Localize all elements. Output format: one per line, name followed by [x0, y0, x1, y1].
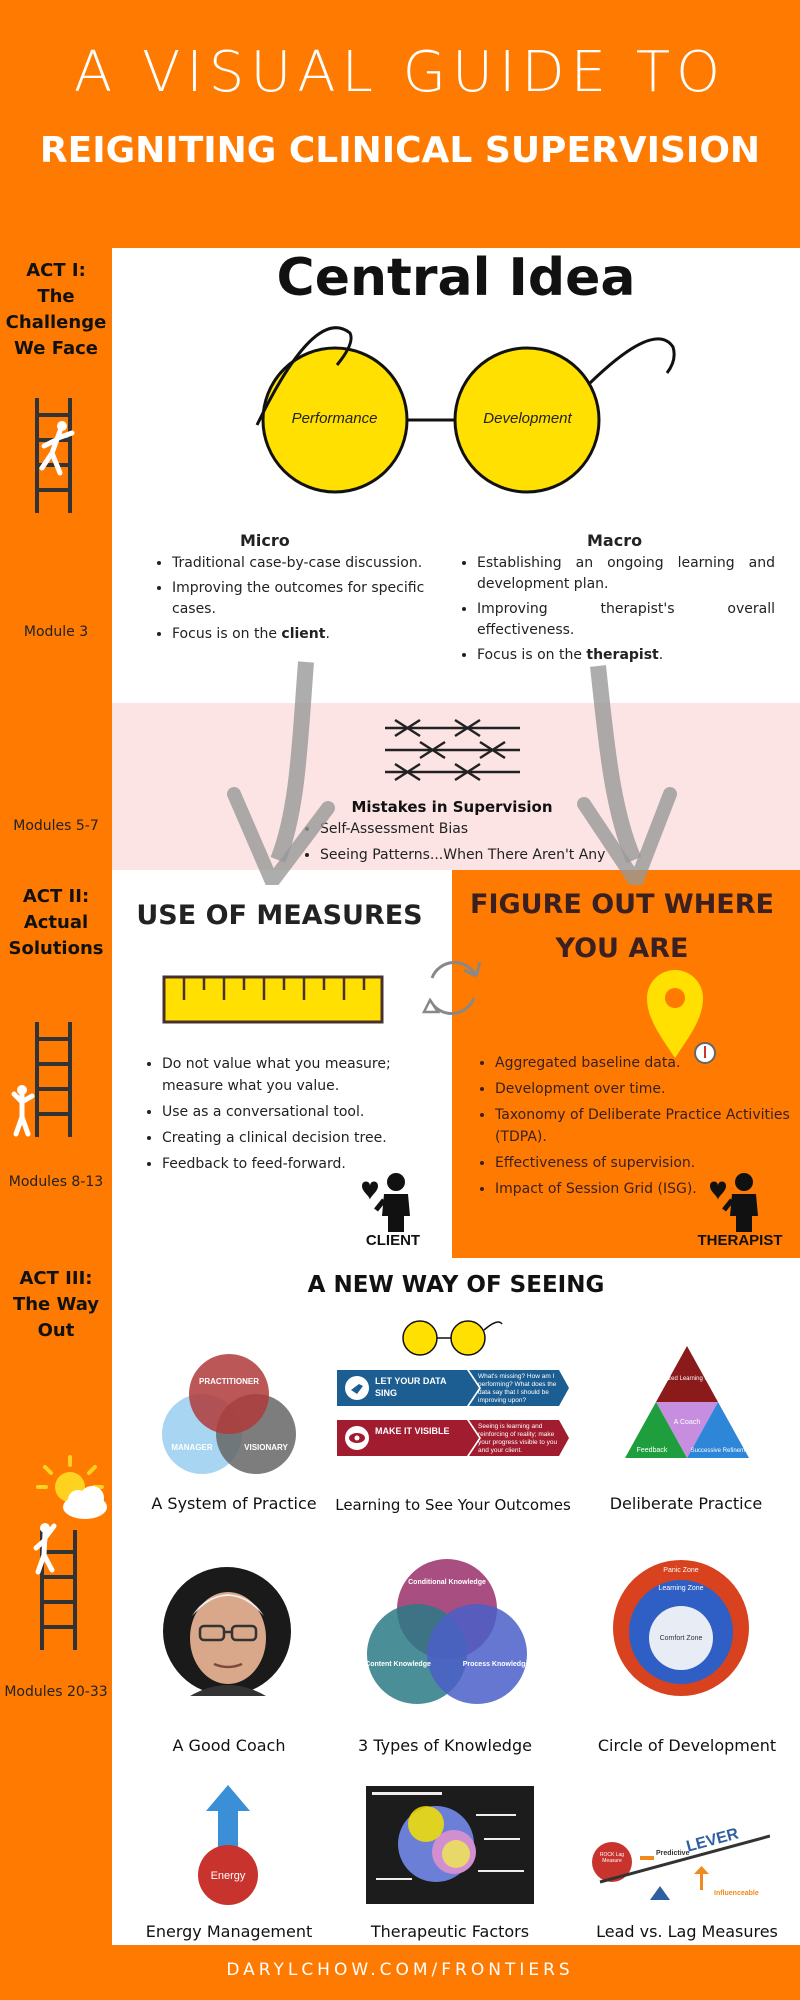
ladder-climber-icon [30, 398, 80, 513]
list-item: • Do not value what you measure; measure what you value. [162, 1053, 430, 1097]
module-3-label: Module 3 [23, 624, 89, 640]
client-person-icon [358, 1172, 426, 1232]
zone-panic: Panic Zone [663, 1567, 699, 1574]
list-item: • Focus is on the client. [172, 624, 470, 645]
header-title-line2: REIGNITING CLINICAL SUPERVISION [39, 130, 761, 171]
figure-out-title: FIGURE OUT WHERE YOU ARE [470, 889, 774, 964]
venn-visionary: VISIONARY [244, 1443, 288, 1452]
list-item: • Aggregated baseline data. [495, 1052, 793, 1074]
list-item: • Effectiveness of supervision. [495, 1152, 793, 1174]
list-item: • Taxonomy of Deliberate Practice Activities (TDPA). [495, 1104, 793, 1148]
data-sing-banner [337, 1370, 569, 1406]
caption-therapeutic-factors: Therapeutic Factors [370, 1922, 530, 1941]
venn-manager: MANAGER [171, 1443, 213, 1452]
micro-column [150, 530, 470, 649]
pyramid-center-label: A Coach [673, 1419, 701, 1426]
ladder-victory-icon [30, 1520, 90, 1650]
types-of-knowledge-venn [362, 1554, 532, 1704]
caption-good-coach: A Good Coach [172, 1736, 286, 1755]
good-coach-portrait [162, 1566, 292, 1696]
influenceable-label: Influenceable [714, 1890, 759, 1897]
lens-performance-label: Performance [291, 410, 378, 427]
ladder-jumper-icon [10, 1022, 80, 1137]
list-item: • Focus is on the therapist. [477, 645, 775, 666]
system-of-practice-venn [154, 1352, 304, 1477]
data-sing-label: LET YOUR DATA SING [375, 1376, 447, 1398]
make-visible-banner [337, 1420, 569, 1456]
zone-comfort: Comfort Zone [659, 1635, 703, 1642]
measures-list [140, 1053, 430, 1179]
make-visible-label: MAKE IT VISIBLE [375, 1426, 450, 1436]
ruler-icon [162, 975, 384, 1025]
modules-20-33-label: Modules 20-33 [4, 1684, 108, 1700]
list-item: • Creating a clinical decision tree. [162, 1127, 430, 1149]
data-sing-text: What's missing? How am I performing? What does the data say that I should be improving upon? [478, 1373, 557, 1404]
make-visible-text: Seeing is learning and reinforcing of reality; make your progress visible to you and your client. [478, 1423, 558, 1454]
list-item: • Use as a conversational tool. [162, 1101, 430, 1123]
footer-url[interactable]: DARYLCHOW.COM/FRONTIERS [226, 1960, 574, 1980]
macro-column [455, 530, 775, 670]
caption-energy-management: Energy Management [145, 1922, 313, 1941]
act3-label: ACT III: The Way Out [12, 1268, 100, 1341]
location-pin-icon [645, 966, 725, 1066]
micro-heading: Micro [240, 531, 290, 550]
therapeutic-factors-graphic [366, 1786, 534, 1904]
measures-title: USE OF MEASURES [136, 900, 423, 931]
list-item: • Establishing an ongoing learning and development plan. [477, 553, 775, 595]
therapist-label: THERAPIST [697, 1232, 783, 1249]
caption-lead-lag: Lead vs. Lag Measures [596, 1922, 778, 1941]
venn-practitioner: PRACTITIONER [199, 1377, 259, 1386]
list-item: • Traditional case-by-case discussion. [172, 553, 470, 574]
client-label: CLIENT [365, 1232, 421, 1249]
list-item: • Seeing Patterns...When There Aren't Any [320, 844, 698, 866]
central-idea-title: Central Idea [276, 248, 636, 308]
curved-arrows-overlay [220, 660, 690, 885]
lag-measure-label: ROCK Lag Measure [599, 1852, 625, 1864]
caption-deliberate-practice: Deliberate Practice [609, 1494, 763, 1513]
knowledge-process: Process Knowledge [462, 1661, 530, 1668]
energy-management-graphic [192, 1783, 264, 1905]
macro-list [455, 553, 775, 666]
new-way-title: A NEW WAY OF SEEING [307, 1272, 605, 1298]
therapist-person-icon [706, 1172, 774, 1232]
small-glasses-icon [398, 1316, 506, 1356]
caption-learning-outcomes: Learning to See Your Outcomes [335, 1496, 571, 1514]
header-title-line1: A VISUAL GUIDE TO [73, 40, 727, 105]
lead-lag-graphic [590, 1822, 770, 1902]
cycle-arrows-icon [418, 948, 488, 1028]
list-item: • Development over time. [495, 1078, 793, 1100]
list-item: • Improving the outcomes for specific cases. [172, 578, 470, 620]
predictive-label: Predictive [656, 1850, 690, 1857]
energy-label: Energy [210, 1870, 246, 1882]
list-item: • Self-Assessment Bias [320, 818, 698, 840]
lever-word: LEVER [684, 1825, 741, 1856]
circle-of-development [608, 1560, 754, 1696]
pyramid-right-label: Successive Refinement [690, 1448, 754, 1454]
caption-circle-development: Circle of Development [597, 1736, 777, 1755]
caption-types-knowledge: 3 Types of Knowledge [358, 1736, 532, 1755]
act2-label: ACT II: Actual Solutions [8, 886, 104, 959]
macro-heading: Macro [587, 531, 643, 550]
list-item: • Impact of Session Grid (ISG). [495, 1178, 793, 1200]
knowledge-conditional: Conditional Knowledge [408, 1579, 486, 1586]
list-item: • Feedback to feed-forward. [162, 1153, 430, 1175]
lens-development-label: Development [483, 410, 572, 427]
deliberate-practice-pyramid [620, 1342, 755, 1472]
modules-5-7-label: Modules 5-7 [13, 818, 99, 834]
caption-system-of-practice: A System of Practice [151, 1494, 317, 1513]
mistakes-heading: Mistakes in Supervision [351, 798, 553, 816]
pyramid-top-label: Individualized Learning Objectives [641, 1376, 733, 1382]
list-item: • Improving therapist's overall effectiveness. [477, 599, 775, 641]
micro-list [150, 553, 470, 645]
knowledge-content: Content Knowledge [365, 1661, 431, 1668]
pyramid-left-label: Feedback [636, 1447, 668, 1454]
modules-8-13-label: Modules 8-13 [8, 1174, 104, 1190]
zone-learning: Learning Zone [658, 1585, 704, 1592]
act1-label: ACT I: The Challenge We Face [5, 260, 107, 359]
